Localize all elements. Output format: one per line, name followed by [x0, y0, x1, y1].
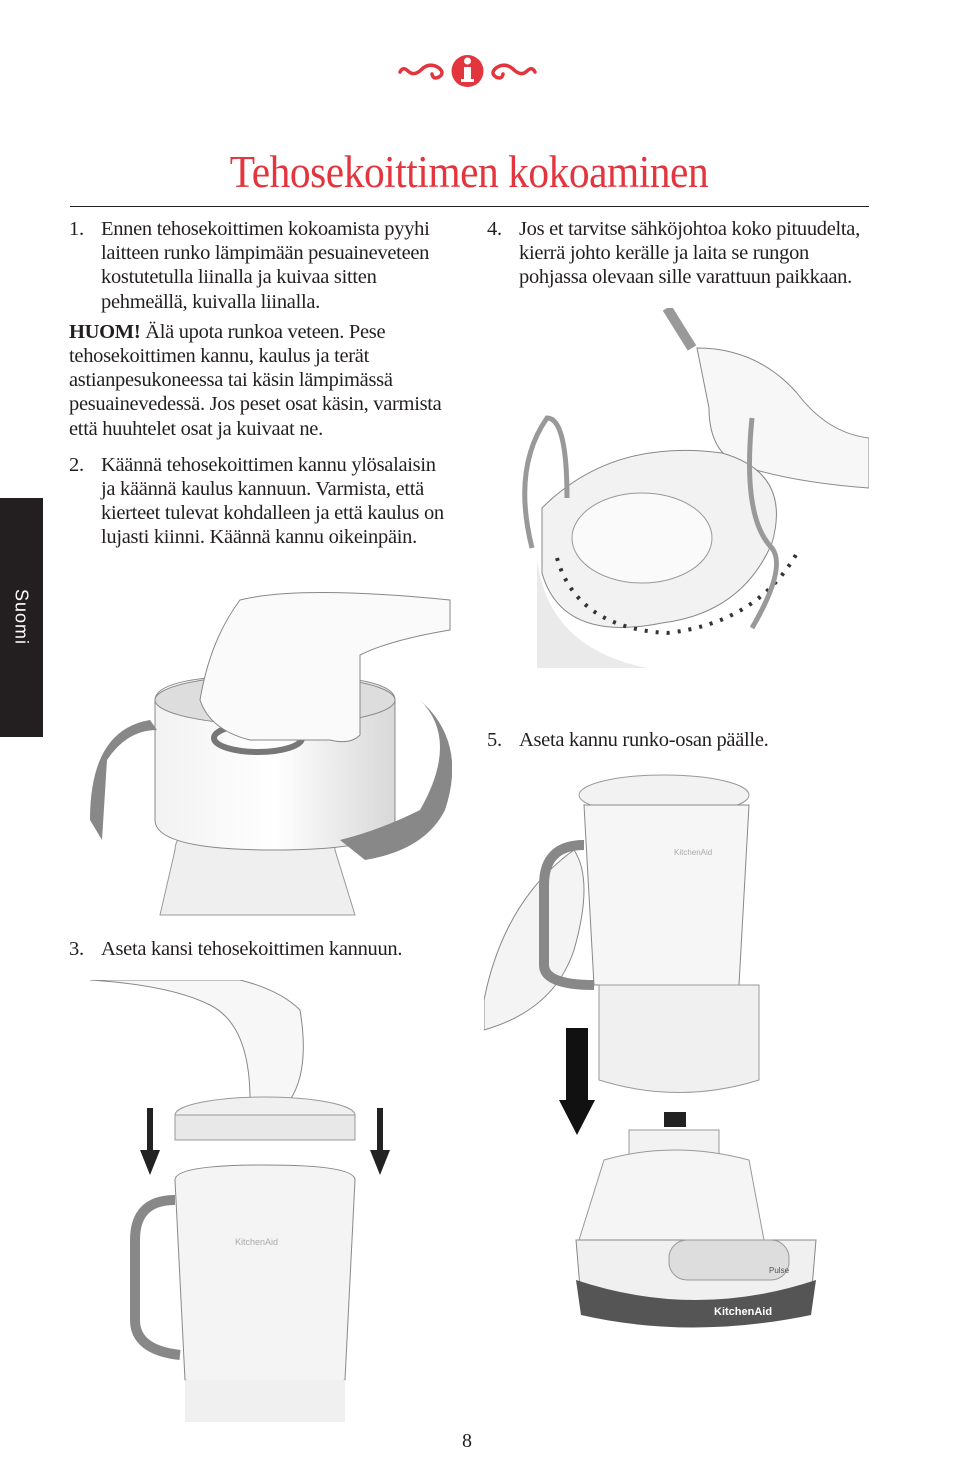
step-3 — [69, 937, 454, 961]
step-number: 5. — [487, 729, 502, 751]
step-4 — [487, 217, 872, 290]
step-text: Ennen tehosekoittimen kokoamista pyyhi laitteen runko lämpimään pesuaineveteen kostutetulla liinalla ja kuivaa sitten pehmeällä, kuivalla liinalla. — [101, 218, 430, 313]
brand-logo: KitchenAid — [235, 1237, 279, 1247]
pulse-label: Pulse — [769, 1266, 790, 1275]
step-text: Käännä tehosekoittimen kannu ylösalaisin ja käännä kaulus kannuun. Varmista, että kierteet tulevat kohdalleen ja että kaulus on lujasti kiinni. Käännä kannu oikeinpäin. — [101, 453, 444, 549]
step-1 — [69, 217, 454, 314]
note-text: Älä upota runkoa veteen. Pese tehosekoittimen kannu, kaulus ja terät astianpesukoneessa tai käsin lämpimässä pesuainevedessä. Jos peset osat käsin, varmista että huuhtelet osat ja kuivaat ne. — [69, 320, 442, 440]
language-tab-label: Suomi — [11, 588, 32, 646]
collar-illustration — [80, 590, 452, 918]
language-tab — [0, 498, 43, 737]
step-number: 2. — [69, 453, 84, 476]
step-number: 4. — [487, 218, 502, 240]
page-title: Tehosekoittimen kokoaminen — [229, 147, 709, 197]
note — [69, 320, 454, 441]
note-label: HUOM! — [69, 320, 141, 343]
step-number: 3. — [69, 938, 84, 960]
lid-illustration — [90, 980, 400, 1422]
step-5 — [487, 728, 872, 752]
page-number: 8 — [462, 1430, 472, 1452]
brand-logo: KitchenAid — [714, 1306, 773, 1318]
jar-on-base-illustration — [484, 770, 824, 1345]
brand-logo: KitchenAid — [674, 848, 713, 857]
step-number: 1. — [69, 218, 84, 240]
title-divider — [70, 206, 869, 207]
info-ornament-icon — [395, 52, 540, 90]
cord-storage-illustration — [517, 308, 869, 673]
step-2 — [69, 453, 454, 550]
step-text: Aseta kansi tehosekoittimen kannuun. — [101, 938, 403, 960]
left-column — [69, 217, 454, 550]
step-text: Aseta kannu runko-osan päälle. — [519, 729, 769, 751]
step-text: Jos et tarvitse sähköjohtoa koko pituudelta, kierrä johto kerälle ja laita se rungon pohjassa olevaan sille varattuun paikkaan. — [519, 218, 860, 289]
